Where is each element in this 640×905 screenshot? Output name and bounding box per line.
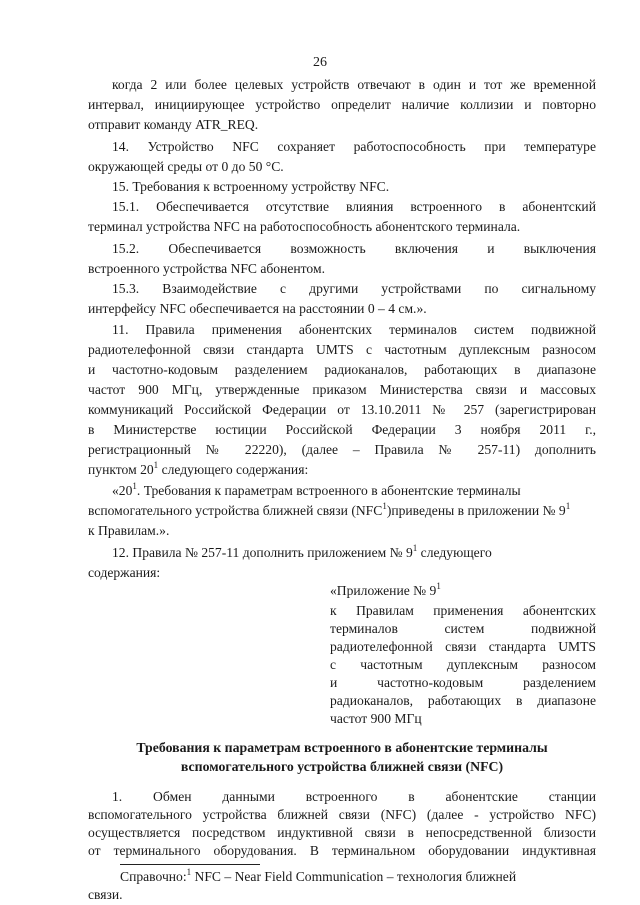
- text-line: и частотно-кодовым разделением радиоканалов, работающих в диапазоне: [88, 362, 596, 377]
- text-line: регистрационный № 22220), (далее – Правила № 257-11) дополнить: [88, 442, 596, 457]
- text-line: [88, 502, 596, 519]
- appendix-title: [330, 582, 596, 599]
- footnote-marker: 1: [436, 581, 441, 591]
- text-line: отправит команду ATR_REQ.: [88, 117, 259, 132]
- footnote-marker: 1: [382, 501, 387, 511]
- appendix-line: радиотелефонной связи стандарта UMTS: [330, 639, 596, 654]
- text-run: пунктом 20: [88, 462, 154, 477]
- text-line: радиотелефонной связи стандарта UMTS с частотным дуплексным разносом: [88, 342, 596, 357]
- appendix-line: частот 900 МГц: [330, 711, 422, 726]
- appendix-line: к Правилам применения абонентских: [330, 603, 596, 618]
- text-line: вспомогательного устройства ближней связи (NFC) (далее - устройство NFC): [88, 807, 596, 822]
- footnote-line: связи.: [88, 887, 123, 902]
- appendix-line: терминалов систем подвижной: [330, 621, 596, 636]
- text-line: осуществляется посредством индуктивной связи в непосредственной близости: [88, 825, 596, 840]
- text-line: частот 900 МГц, утвержденные приказом Министерства связи и массовых: [88, 382, 596, 397]
- text-run: )приведены в приложении № 9: [386, 503, 566, 518]
- text-line: встроенного устройства NFC абонентом.: [88, 261, 325, 276]
- text-run: вспомогательного устройства ближней связи (NFC: [88, 503, 383, 518]
- text-line: коммуникаций Российской Федерации от 13.10.2011 № 257 (зарегистрирован: [88, 402, 596, 417]
- footnote-marker: 1: [565, 501, 571, 511]
- text-run: «Приложение № 9: [330, 583, 437, 598]
- text-line: от терминального оборудования. В терминальном оборудовании индуктивная: [88, 843, 596, 858]
- text-run: 12. Правила № 257-11 дополнить приложением № 9: [112, 545, 413, 560]
- appendix-line: радиоканалов, работающих в диапазоне: [330, 693, 596, 708]
- footnote-divider: [120, 864, 260, 865]
- text-run: следующего содержания:: [158, 462, 309, 477]
- footnote-marker: 1: [186, 867, 192, 877]
- text-line: в Министерстве юстиции Российской Федерации 3 ноября 2011 г.,: [88, 422, 596, 437]
- text-line: [88, 461, 596, 478]
- text-line: интерфейсу NFC обеспечивается на расстоянии 0 – 4 см.».: [88, 301, 427, 316]
- text-line: 15.3. Взаимодействие с другими устройствами по сигнальному: [112, 281, 596, 296]
- section-heading: Требования к параметрам встроенного в абонентские терминалы: [136, 740, 548, 755]
- text-line: 14. Устройство NFC сохраняет работоспособность при температуре: [112, 139, 596, 154]
- section-heading: вспомогательного устройства ближней связи (NFC): [180, 759, 504, 774]
- footnote-marker: 1: [153, 460, 159, 470]
- text-run: «20: [112, 483, 133, 498]
- text-run: следующего: [417, 545, 492, 560]
- text-run: NFC – Near Field Communication – технология ближней: [191, 869, 517, 884]
- footnote-marker: 1: [132, 481, 137, 491]
- text-line: 15.2. Обеспечивается возможность включения и выключения: [112, 241, 596, 256]
- text-run: Справочно:: [120, 869, 187, 884]
- text-line: окружающей среды от 0 до 50 °С.: [88, 159, 284, 174]
- text-line: [112, 544, 596, 561]
- text-line: [112, 482, 596, 499]
- text-line: 1. Обмен данными встроенного в абонентские станции: [112, 789, 596, 804]
- text-line: интервал, инициирующее устройство определит наличие коллизии и повторно: [88, 97, 596, 112]
- text-run: . Требования к параметрам встроенного в абонентские терминалы: [136, 483, 521, 498]
- text-line: когда 2 или более целевых устройств отвечают в один и тот же временной: [112, 77, 596, 92]
- text-line: 15. Требования к встроенному устройству NFC.: [112, 179, 390, 194]
- text-line: терминал устройства NFC на работоспособность абонентского терминала.: [88, 219, 521, 234]
- text-line: содержания:: [88, 565, 161, 580]
- appendix-line: и частотно-кодовым разделением: [330, 675, 596, 690]
- text-line: 15.1. Обеспечивается отсутствие влияния встроенного в абонентский: [112, 199, 596, 214]
- footnote-line: [120, 868, 596, 885]
- footnote-marker: 1: [412, 543, 418, 553]
- text-line: 11. Правила применения абонентских терминалов систем подвижной: [112, 322, 596, 337]
- appendix-line: с частотным дуплексным разносом: [330, 657, 596, 672]
- page-number: 26: [313, 55, 327, 70]
- text-line: к Правилам.».: [88, 523, 170, 538]
